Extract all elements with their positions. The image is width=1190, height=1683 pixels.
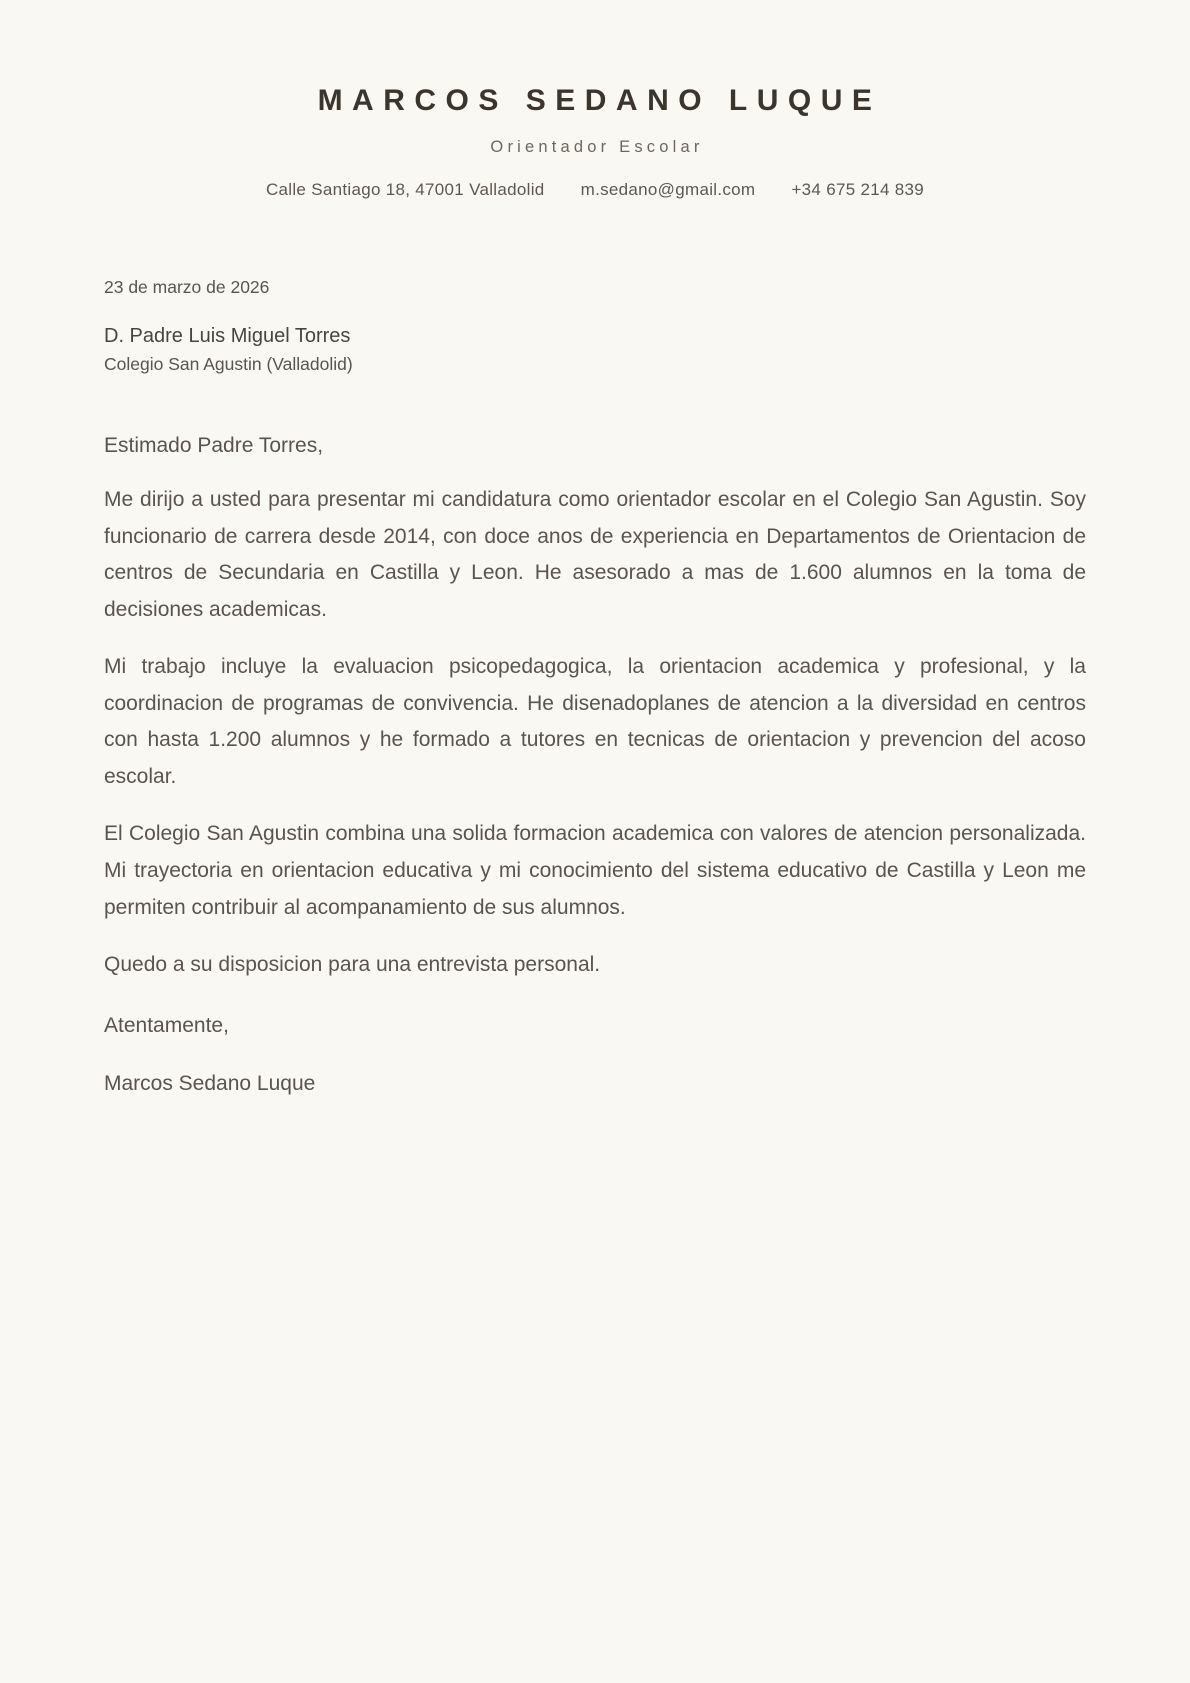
recipient-block xyxy=(104,323,1086,377)
contact-email: m.sedano@gmail.com xyxy=(580,180,756,200)
body-paragraph-1: Me dirijo a usted para presentar mi candidatura como orientador escolar en el Colegio San Agustin. Soy funcionario de carrera desde 2014, con doce anos de experiencia en Departamentos de Orientacion de centros de Secundaria en Castilla y Leon. He asesorado a mas de 1.600 alumnos en la toma de decisiones academicas. xyxy=(104,488,1086,621)
closing-line: Atentamente, xyxy=(104,1013,229,1037)
contact-address: Calle Santiago 18, 47001 Valladolid xyxy=(265,180,545,200)
contact-line xyxy=(0,156,1190,200)
body-paragraph-4: Quedo a su disposicion para una entrevista personal. xyxy=(104,953,601,977)
body-paragraph-2: Mi trabajo incluye la evaluacion psicopedagogica, la orientacion academica y profesional, y la coordinacion de programas de convivencia. He disenadoplanes de atencion a la diversidad en centros con hasta 1.200 alumnos y he formado a tutores en tecnicas de orientacion y prevencion del acoso escolar. xyxy=(104,655,1086,788)
page-title: MARCOS SEDANO LUQUE xyxy=(317,84,882,117)
signature-name: Marcos Sedano Luque xyxy=(104,1072,316,1096)
letter-date: 23 de marzo de 2026 xyxy=(104,276,270,297)
job-title-subtitle: Orientador Escolar xyxy=(490,138,704,156)
recipient-organization: Colegio San Agustin (Valladolid) xyxy=(104,354,353,375)
recipient-name: D. Padre Luis Miguel Torres xyxy=(104,325,351,348)
letter-body xyxy=(0,275,1190,1100)
body-paragraph-3: El Colegio San Agustin combina una solida formacion academica con valores de atencion personalizada. Mi trayectoria en orientacion educativa y mi conocimiento del sistema educativo de Castilla y Leon me permiten contribuir al acompanamiento de sus alumnos. xyxy=(104,822,1086,919)
letterhead xyxy=(0,0,1190,200)
contact-phone: +34 675 214 839 xyxy=(791,180,925,200)
salutation: Estimado Padre Torres, xyxy=(104,433,324,457)
